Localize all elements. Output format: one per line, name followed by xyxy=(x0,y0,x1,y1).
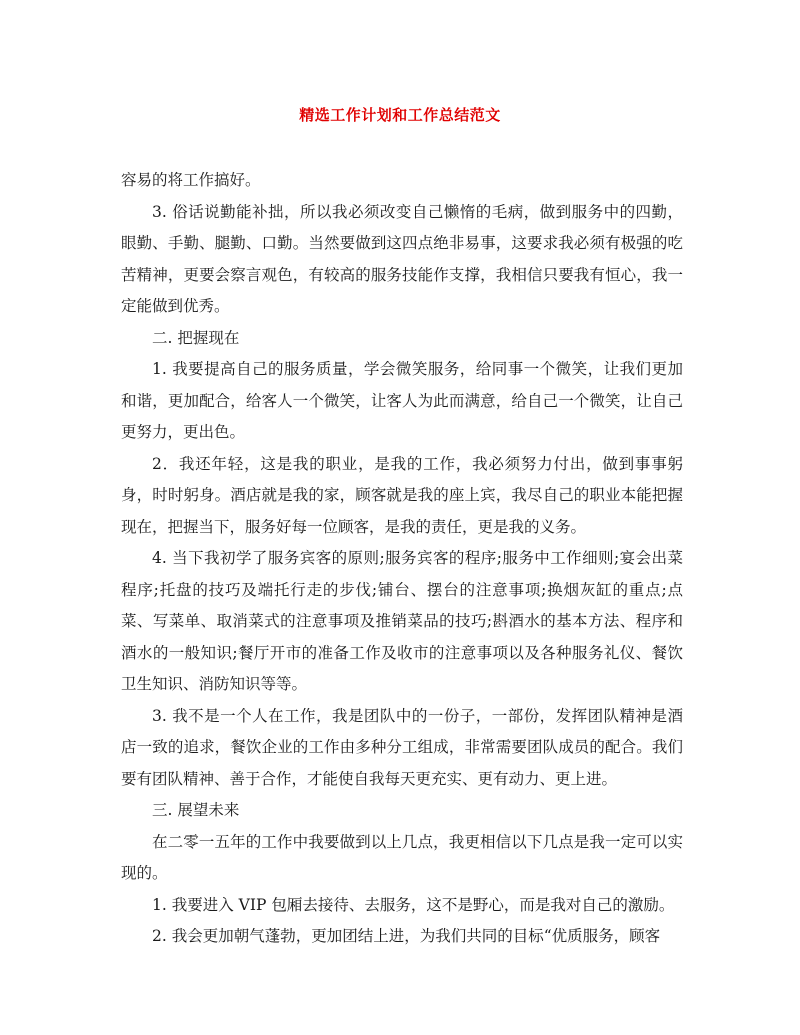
paragraph-item-3-diligence: 3. 俗话说勤能补拙，所以我必须改变自己懒惰的毛病，做到服务中的四勤，眼勤、手勤、腿勤、口勤。当然要做到这四点绝非易事，这要求我必须有极强的吃苦精神，更要会察言观色，有较高的服务技能作支撑，我相信只要我有恒心，我一定能做到优秀。 xyxy=(121,202,683,315)
paragraph-continuation: 容易的将工作搞好。 xyxy=(121,171,261,189)
paragraph-outlook-intro: 在二零一五年的工作中我要做到以上几点，我更相信以下几点是我一定可以实现的。 xyxy=(121,832,683,882)
document-body xyxy=(121,165,683,953)
paragraph-item-3-teamwork: 3. 我不是一个人在工作，我是团队中的一份子，一部份，发挥团队精神是酒店一致的追求，餐饮企业的工作由多种分工组成，非常需要团队成员的配合。我们要有团队精神、善于合作，才能使自我每天更充实、更有动力、更上进。 xyxy=(121,706,683,788)
paragraph-item-1-vip: 1. 我要进入 VIP 包厢去接待、去服务，这不是野心，而是我对自己的激励。 xyxy=(152,895,675,914)
section-heading-2: 二. 把握现在 xyxy=(152,328,240,347)
paragraph-item-1-smile: 1. 我要提高自己的服务质量，学会微笑服务，给同事一个微笑，让我们更加和谐，更加配合，给客人一个微笑，让客人为此而满意，给自己一个微笑，让自己更努力，更出色。 xyxy=(121,360,683,441)
paragraph-item-4-learning: 4. 当下我初学了服务宾客的原则;服务宾客的程序;服务中工作细则;宴会出菜程序;托盘的技巧及端托行走的步伐;铺台、摆台的注意事项;换烟灰缸的重点;点菜、写菜单、取消菜式的注意事项及推销菜品的技巧;斟酒水的基本方法、程序和酒水的一般知识;餐厅开市的准备工作及收市的注意事项以及各种服务礼仪、餐饮卫生知识、消防知识等等。 xyxy=(121,549,683,693)
document-title: 精选工作计划和工作总结范文 xyxy=(299,106,501,124)
paragraph-item-2-young: 2．我还年轻，这是我的职业，是我的工作，我必须努力付出，做到事事躬身，时时躬身。酒店就是我的家，顾客就是我的座上宾，我尽自己的职业本能把握现在，把握当下，服务好每一位顾客，是我的责任，更是我的义务。 xyxy=(121,454,683,536)
section-heading-3: 三. 展望未来 xyxy=(152,801,240,819)
paragraph-item-2-goal: 2. 我会更加朝气蓬勃，更加团结上进，为我们共同的目标“优质服务，顾客 xyxy=(152,927,661,945)
